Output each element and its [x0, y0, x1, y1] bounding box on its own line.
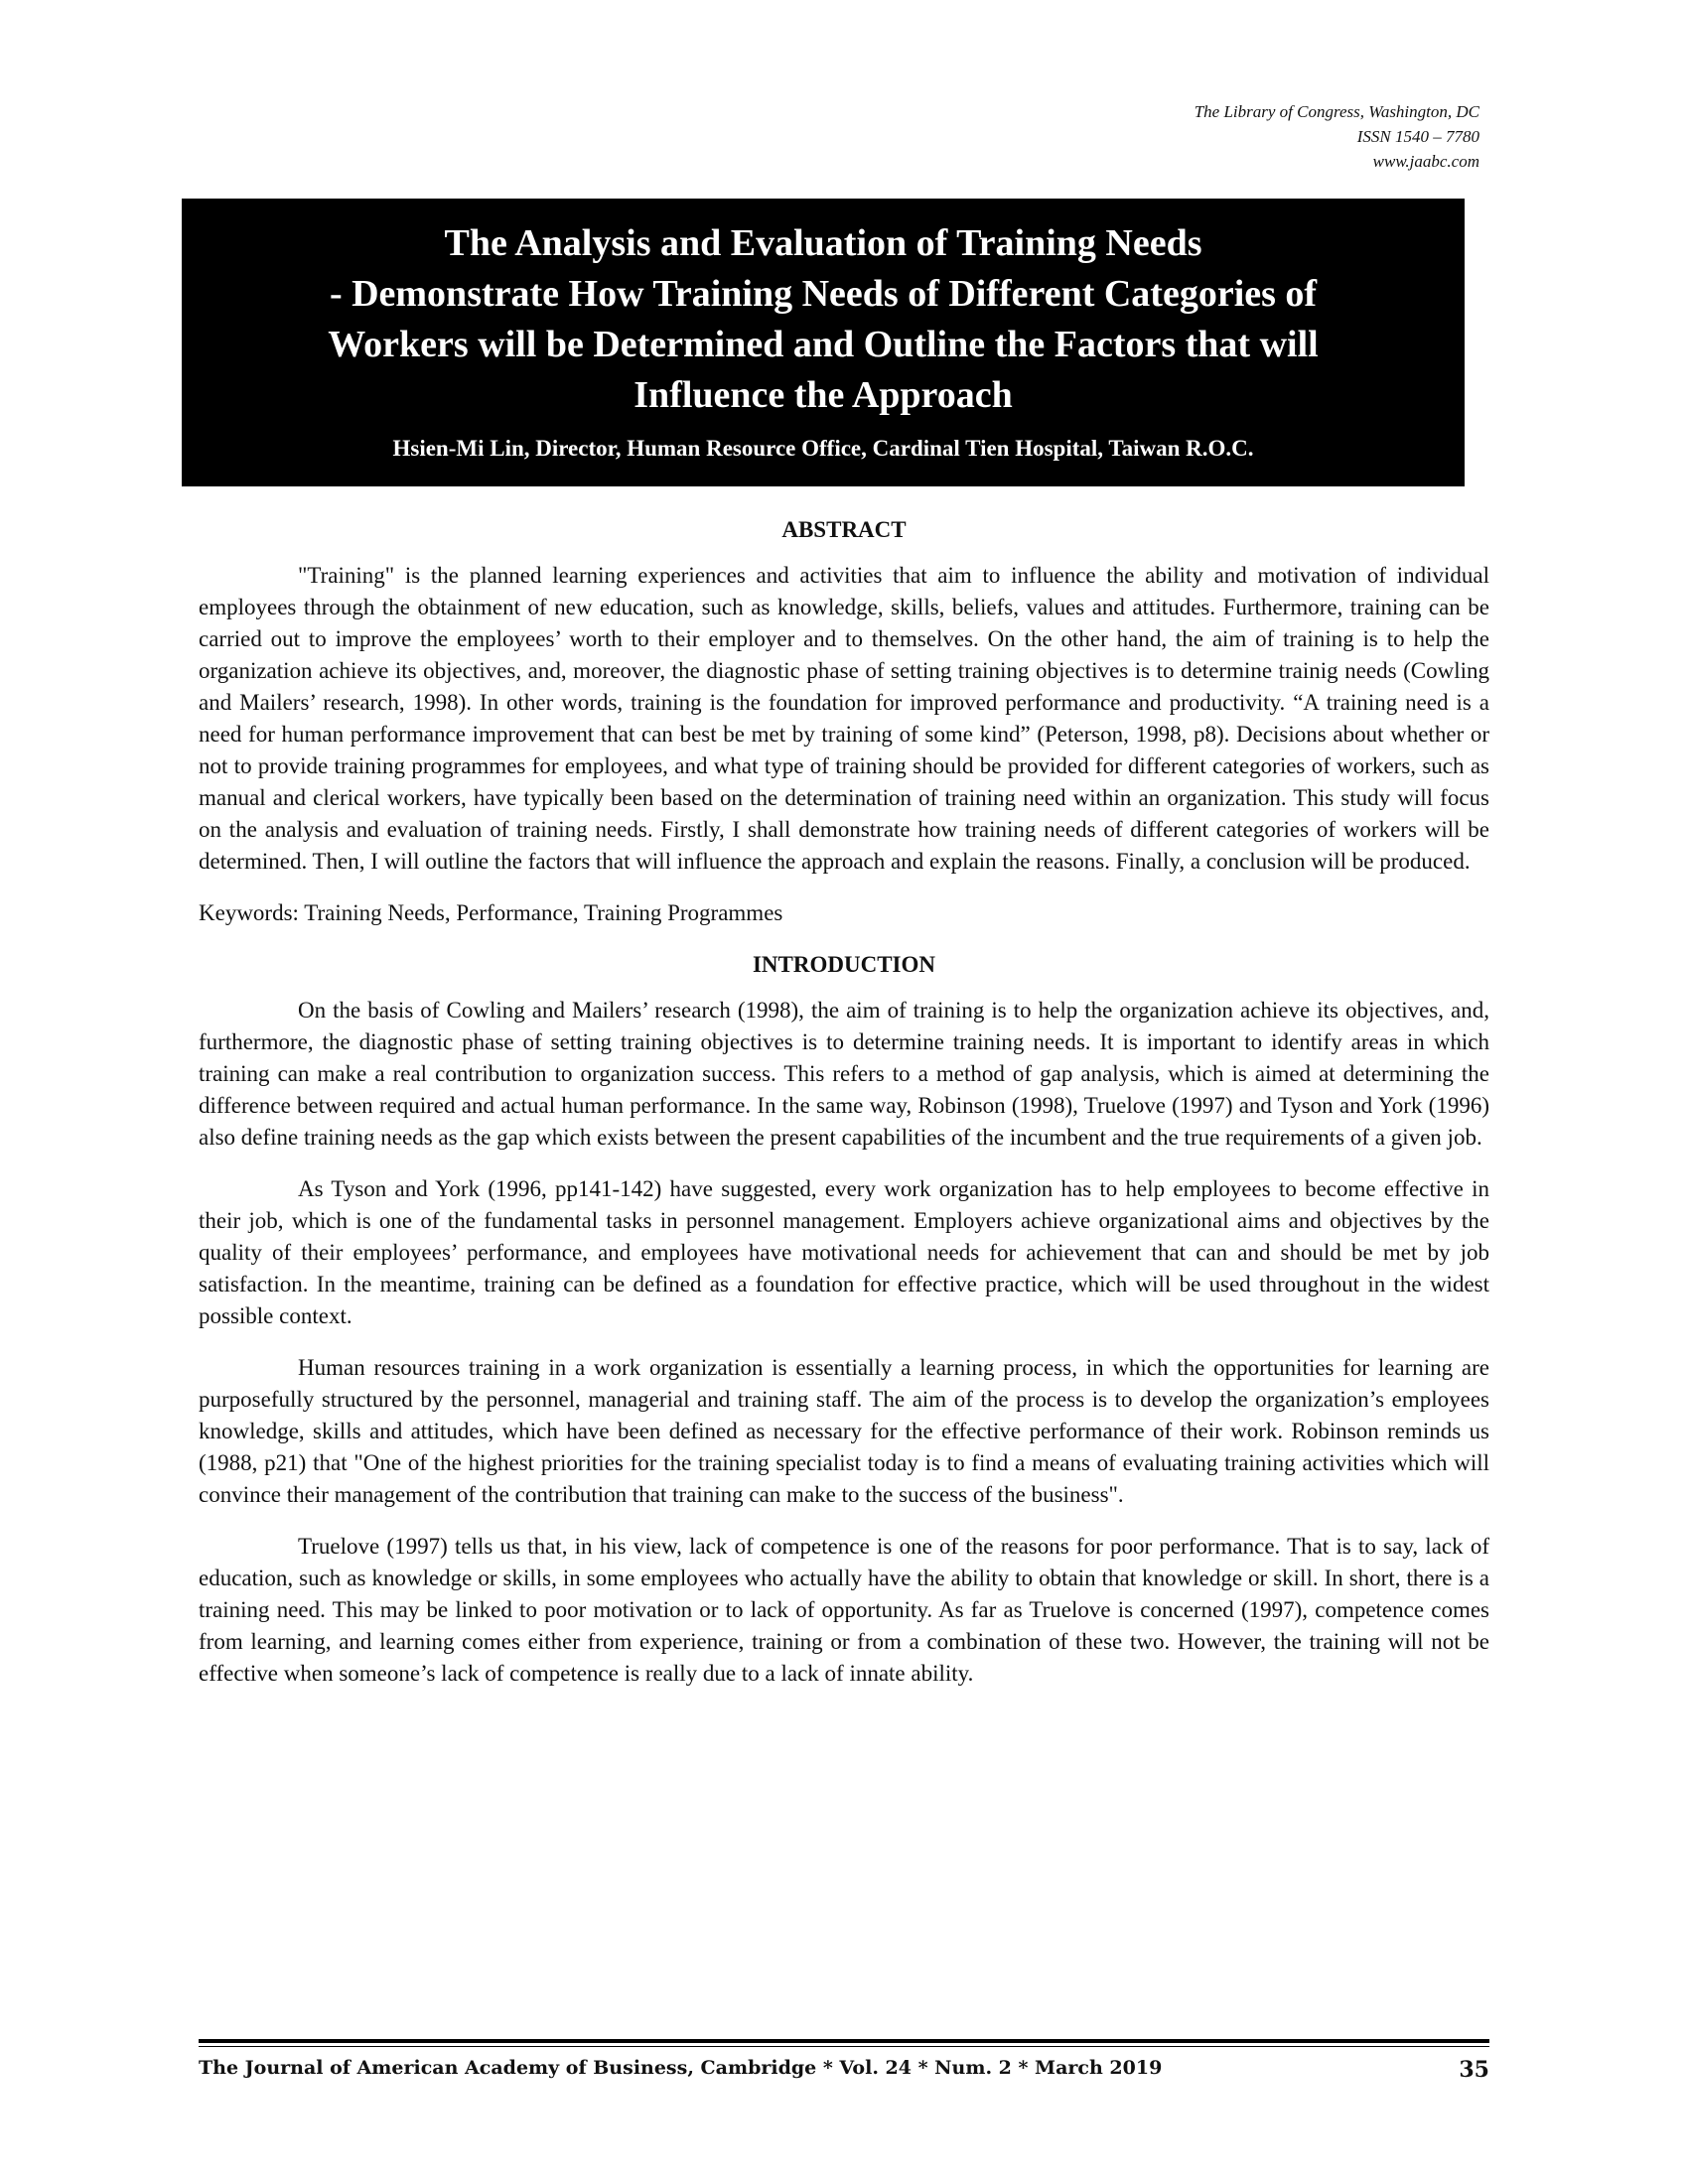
abstract-heading: ABSTRACT — [781, 517, 907, 542]
footer-journal-citation: The Journal of American Academy of Business, Cambridge * Vol. 24 * Num. 2 * March 2019 — [199, 2057, 1163, 2079]
intro-paragraph: On the basis of Cowling and Mailers’ research (1998), the aim of training is to help the organization achieve its objectives, and, furthermore, the diagnostic phase of setting training objectives is to determine training needs. It is important to identify areas in which training can make a real contribution to organization success. This refers to a method of gap analysis, which is aimed at determining the difference between required and actual human performance. In the same way, Robinson (1998), Truelove (1997) and Tyson and York (1996) also define training needs as the gap which exists between the present capabilities of the incumbent and the true requirements of a given job. — [199, 998, 1489, 1150]
introduction-heading: INTRODUCTION — [752, 952, 936, 977]
page-footer — [199, 2039, 1489, 2083]
title-line-4: Influence the Approach — [633, 374, 1013, 416]
intro-paragraph: Truelove (1997) tells us that, in his view, lack of competence is one of the reasons for poor performance. That is to say, lack of education, such as knowledge or skills, in some employees who actually have the ability to obtain that knowledge or skill. In short, there is a training need. This may be linked to poor motivation or to lack of opportunity. As far as Truelove is concerned (1997), competence comes from learning, and learning comes either from experience, training or from a combination of these two. However, the training will not be effective when someone’s lack of competence is really due to a lack of innate ability. — [199, 1534, 1489, 1686]
keywords-line: Keywords: Training Needs, Performance, Training Programmes — [199, 900, 783, 925]
journal-header — [1195, 99, 1479, 174]
footer-rule-thin — [199, 2046, 1489, 2047]
footer-text-row — [199, 2057, 1489, 2083]
title-line-3: Workers will be Determined and Outline the Factors that will — [328, 324, 1319, 365]
abstract-paragraph: "Training" is the planned learning experiences and activities that aim to influence the ability and motivation of individual employees through the obtainment of new education, such as knowledge, skills, beliefs, values and attitudes. Furthermore, training can be carried out to improve the employees’ worth to their employer and to themselves. On the other hand, the aim of training is to help the organization achieve its objectives, and, moreover, the diagnostic phase of setting training objectives is to determine trainig needs (Cowling and Mailers’ research, 1998). In other words, training is the foundation for improved performance and productivity. “A training need is a need for human performance improvement that can best be met by training of some kind” (Peterson, 1998, p8). Decisions about whether or not to provide training programmes for employees, and what type of training should be provided for different categories of workers, such as manual and clerical workers, have typically been based on the determination of training need within an organization. This study will focus on the analysis and evaluation of training needs. Firstly, I shall demonstrate how training needs of different categories of workers will be determined. Then, I will outline the factors that will influence the approach and explain the reasons. Finally, a conclusion will be produced. — [199, 563, 1489, 874]
intro-paragraph: Human resources training in a work organization is essentially a learning process, in which the opportunities for learning are purposefully structured by the personnel, managerial and training staff. The aim of the process is to develop the organization’s employees knowledge, skills and attitudes, which have been defined as necessary for the effective performance of their work. Robinson reminds us (1988, p21) that "One of the highest priorities for the training specialist today is to find a means of evaluating training activities which will convince their management of the contribution that training can make to the success of the business". — [199, 1355, 1489, 1507]
header-website-line: www.jaabc.com — [1372, 152, 1479, 171]
article-body — [199, 506, 1489, 1709]
header-library-line: The Library of Congress, Washington, DC — [1194, 102, 1479, 121]
page-number: 35 — [1459, 2057, 1489, 2083]
title-block — [182, 199, 1465, 486]
footer-rule — [199, 2039, 1489, 2043]
header-issn-line: ISSN 1540 – 7780 — [1356, 127, 1479, 146]
title-line-2: - Demonstrate How Training Needs of Different Categories of — [329, 273, 1318, 315]
intro-paragraph: As Tyson and York (1996, pp141-142) have suggested, every work organization has to help employees to become effective in their job, which is one of the fundamental tasks in personnel management. Employers achieve organizational aims and objectives by the quality of their employees’ performance, and employees have motivational needs for achievement that can and should be met by job satisfaction. In the meantime, training can be defined as a foundation for effective practice, which will be used throughout in the widest possible context. — [199, 1176, 1489, 1328]
author-line: Hsien-Mi Lin, Director, Human Resource Office, Cardinal Tien Hospital, Taiwan R.O.C. — [392, 436, 1254, 461]
title-line-1: The Analysis and Evaluation of Training Needs — [444, 222, 1202, 264]
